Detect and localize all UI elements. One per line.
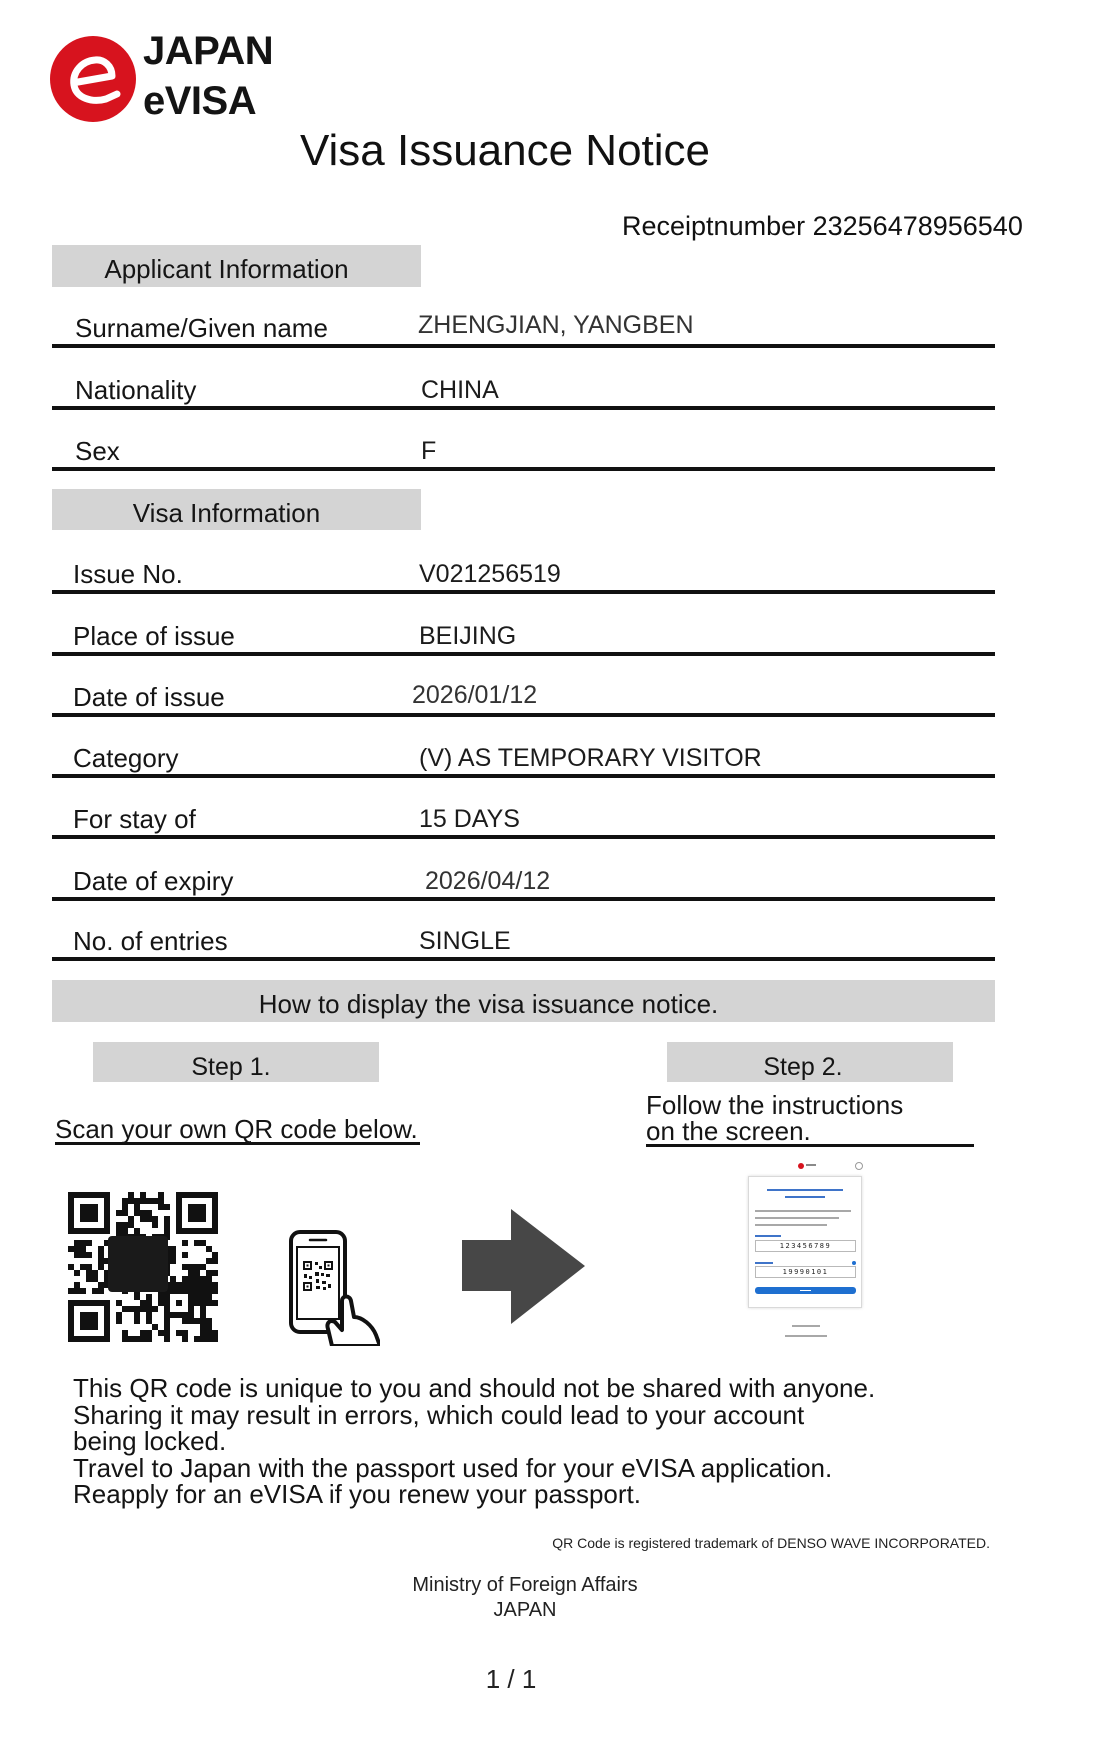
row-label: Date of issue <box>73 682 225 712</box>
row-label: Nationality <box>75 375 197 405</box>
row-label: Issue No. <box>73 559 183 589</box>
row-value: BEIJING <box>419 622 517 650</box>
screen-preview-image <box>745 1158 867 1342</box>
row-for-stay-of <box>52 795 995 839</box>
row-no-of-entries <box>52 917 995 961</box>
applicant-info-heading: Applicant Information <box>52 245 421 287</box>
row-place-of-issue <box>52 612 995 656</box>
preview-logo-icon <box>798 1163 804 1169</box>
issuer-name: Ministry of Foreign Affairs <box>412 1574 638 1596</box>
notice-line: being locked. <box>73 1426 227 1456</box>
row-value: (V) AS TEMPORARY VISITOR <box>419 744 762 772</box>
page-number: 1 / 1 <box>485 1664 537 1694</box>
preview-birthdate-field: 19990101 <box>755 1266 856 1278</box>
row-nationality <box>52 366 995 410</box>
phone-scan-icon <box>288 1229 380 1346</box>
notice-line: Travel to Japan with the passport used for your eVISA application. <box>73 1452 833 1483</box>
row-value: V021256519 <box>419 560 561 588</box>
qr-code-image <box>68 1192 218 1342</box>
visa-info-heading: Visa Information <box>52 489 421 530</box>
row-date-of-issue <box>52 673 995 717</box>
qr-notice-paragraph <box>73 1375 875 1508</box>
preview-user-icon <box>855 1162 863 1170</box>
preview-field-label <box>755 1262 773 1264</box>
row-label: Sex <box>75 436 120 466</box>
row-category <box>52 734 995 778</box>
step-2-instruction <box>646 1092 974 1147</box>
preview-text-line <box>755 1210 851 1212</box>
row-value: ZHENGJIAN, YANGBEN <box>418 311 694 339</box>
preview-info-icon <box>852 1261 856 1265</box>
row-value: 2026/01/12 <box>412 681 538 709</box>
notice-line: Sharing it may result in errors, which could lead to your account <box>73 1399 805 1430</box>
preview-title-line <box>767 1189 843 1191</box>
step-2-instruction-line-1: Follow the instructions <box>646 1090 904 1120</box>
preview-title-line <box>785 1196 825 1198</box>
receipt-number <box>622 210 1023 242</box>
logo-text-evisa: eVISA <box>143 79 257 123</box>
receipt-value: 23256478956540 <box>812 211 1023 241</box>
preview-footer-line <box>785 1335 827 1337</box>
issuer-country: JAPAN <box>493 1599 557 1621</box>
row-value: CHINA <box>421 376 499 404</box>
step-2-heading: Step 2. <box>667 1042 953 1082</box>
japan-evisa-logo-icon <box>50 36 136 122</box>
arrow-right-icon <box>462 1209 585 1324</box>
row-value: SINGLE <box>419 927 511 955</box>
issuer-block <box>0 1573 1050 1623</box>
step-1-instruction: Scan your own QR code below. <box>55 1113 420 1145</box>
notice-line: This QR code is unique to you and should not be shared with anyone. <box>73 1373 876 1403</box>
preview-footer-line <box>792 1325 820 1327</box>
row-surname-given-name <box>52 304 995 348</box>
step-2-instruction-line-2: on the screen. <box>646 1116 811 1146</box>
preview-passport-field: 123456789 <box>755 1240 856 1252</box>
preview-field-label <box>755 1235 781 1237</box>
row-value: F <box>421 437 437 465</box>
row-label: No. of entries <box>73 926 228 956</box>
trademark-note: QR Code is registered trademark of DENSO WAVE INCORPORATED. <box>552 1535 990 1551</box>
row-label: Place of issue <box>73 621 235 651</box>
logo-text-japan: JAPAN <box>143 29 274 73</box>
page-title: Visa Issuance Notice <box>299 126 711 175</box>
step-1-heading: Step 1. <box>93 1042 379 1082</box>
preview-button <box>755 1287 856 1294</box>
preview-card <box>748 1176 862 1308</box>
receipt-label: Receiptnumber <box>622 211 806 241</box>
preview-text-line <box>755 1224 827 1226</box>
preview-button-label <box>800 1290 811 1291</box>
row-issue-no <box>52 550 995 594</box>
row-label: Category <box>73 743 179 773</box>
notice-line: Reapply for an eVISA if you renew your passport. <box>73 1479 641 1509</box>
row-date-of-expiry <box>52 857 995 901</box>
row-label: For stay of <box>73 804 196 834</box>
row-label: Surname/Given name <box>75 313 328 343</box>
row-sex <box>52 427 995 471</box>
row-label: Date of expiry <box>73 866 234 896</box>
preview-logo-text <box>806 1164 816 1166</box>
preview-text-line <box>755 1217 839 1219</box>
how-to-display-heading: How to display the visa issuance notice. <box>52 980 995 1022</box>
row-value: 2026/04/12 <box>425 867 551 895</box>
row-value: 15 DAYS <box>419 805 520 833</box>
